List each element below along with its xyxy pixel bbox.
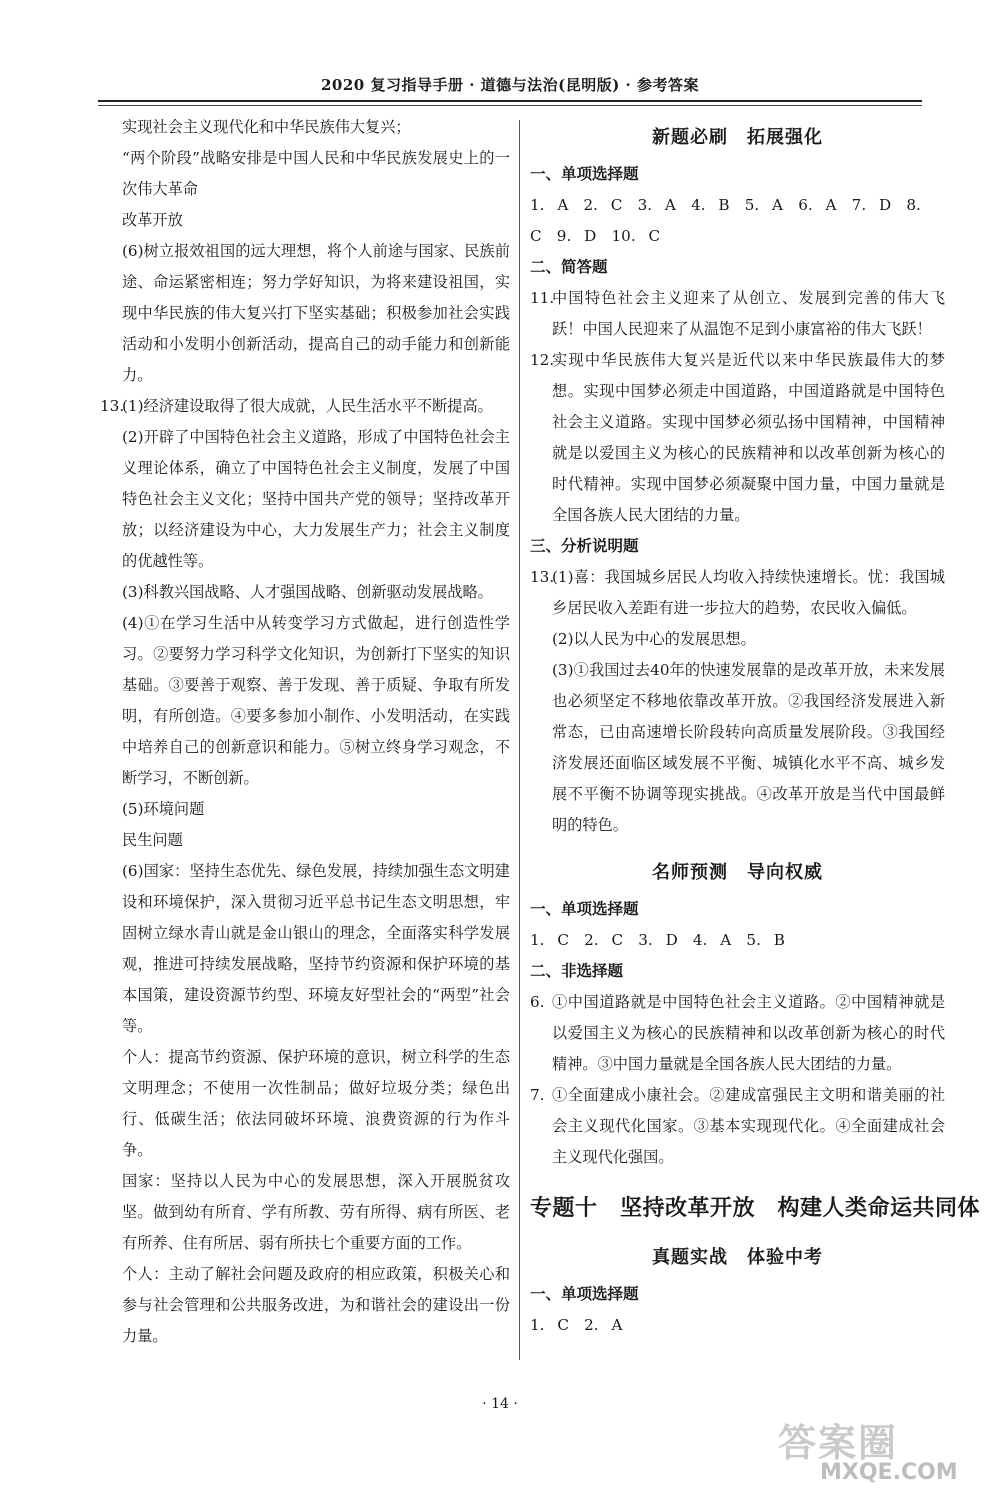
question-13-right <box>530 562 945 841</box>
watermark-url: MXQE.COM <box>820 1460 958 1485</box>
subsection-heading: 二、简答题 <box>530 258 608 276</box>
answer-part: (6)国家：坚持生态优先、绿色发展，持续加强生态文明建设和环境保护，深入贯彻习近平总书记生态文明思想，牢固树立绿水青山就是金山银山的理念，全面落实科学发展观，推进可持续发展战略，坚持节约资源和保护环境的基本国策，建设资源节约型、环境友好型社会的“两型”社会等。 <box>122 862 510 1035</box>
answer-part: (4)①在学习生活中从转变学习方式做起，进行创造性学习。②要努力学习科学文化知识，为创新打下坚实的知识基础。③要善于观察、善于发现、善于质疑、争取有所发明，有所创造。④要多参加小制作、小发明活动，在实践中培养自己的创新意识和能力。⑤树立终身学习观念，不断学习，不断创新。 <box>122 614 510 787</box>
subsection-heading: 一、单项选择题 <box>530 1285 639 1303</box>
question-number: 13. <box>100 397 125 415</box>
question-number: 12. <box>530 351 555 369</box>
answer-part: 个人：主动了解社会问题及政府的相应政策，积极关心和参与社会管理和公共服务改进，为和谐社会的建设出一份力量。 <box>122 1265 510 1345</box>
question-number: 7. <box>530 1086 545 1104</box>
question-13 <box>100 391 510 1352</box>
answer-part: (3)①我国过去40年的快速发展靠的是改革开放，未来发展也必须坚定不移地依靠改革开放。②我国经济发展进入新常态，已由高速增长阶段转向高质量发展阶段。③我国经济发展还面临区域发展不平衡、城镇化水平不高、城乡发展不平衡不协调等现实挑战。④改革开放是当代中国最鲜明的特色。 <box>552 661 945 834</box>
question-12 <box>530 345 945 531</box>
answer-paragraph: (6)树立报效祖国的远大理想，将个人前途与国家、民族前途、命运紧密相连；努力学好知识，为将来建设祖国，实现中华民族的伟大复兴打下坚实基础；积极参加社会实践活动和小发明小创新活动，提高自己的动手能力和创新能力。 <box>122 242 510 384</box>
topic-title: 专题十 坚持改革开放 构建人类命运共同体 <box>530 1195 981 1221</box>
watermark-logo: 答案圈 <box>778 1421 899 1465</box>
subsection-heading: 一、单项选择题 <box>530 165 639 183</box>
subsection-heading: 三、分析说明题 <box>530 537 639 555</box>
left-column <box>100 112 510 1352</box>
question-number: 6. <box>530 993 545 1011</box>
page-number: · 14 · <box>482 1396 518 1412</box>
answer-part: (1)喜：我国城乡居民人均收入持续快速增长。忧：我国城乡居民收入差距有进一步拉大的趋势，农民收入偏低。 <box>552 568 945 617</box>
subsection-heading: 一、单项选择题 <box>530 900 639 918</box>
answer-line: “两个阶段”战略安排是中国人民和中华民族发展史上的一次伟大革命 <box>122 149 510 198</box>
header-rule-thin <box>98 105 922 106</box>
answer-part: 民生问题 <box>122 831 183 849</box>
answer-text: ①全面建成小康社会。②建成富强民主文明和谐美丽的社会主义现代化国家。③基本实现现代化。④全面建成社会主义现代化强国。 <box>552 1086 945 1166</box>
answer-text: 中国特色社会主义迎来了从创立、发展到完善的伟大飞跃！中国人民迎来了从温饱不足到小康富裕的伟大飞跃！ <box>552 289 945 338</box>
header-rule-thick <box>98 100 922 102</box>
answer-part: (3)科教兴国战略、人才强国战略、创新驱动发展战略。 <box>122 583 493 601</box>
answer-part: (1)经济建设取得了很大成就，人民生活水平不断提高。 <box>122 397 493 415</box>
right-column <box>530 112 981 1341</box>
column-divider <box>519 120 520 1360</box>
subsection-heading: 二、非选择题 <box>530 962 624 980</box>
answer-part: (5)环境问题 <box>122 800 205 818</box>
question-11 <box>530 283 945 345</box>
section-title: 真题实战 体验中考 <box>652 1247 823 1268</box>
question-7 <box>530 1080 945 1173</box>
answer-part: 国家：坚持以人民为中心的发展思想，深入开展脱贫攻坚。做到幼有所育、学有所教、劳有所得、病有所医、老有所养、住有所居、弱有所扶七个重要方面的工作。 <box>122 1172 510 1252</box>
answer-part: 个人：提高节约资源、保护环境的意识，树立科学的生态文明理念；不使用一次性制品；做好垃圾分类；绿色出行、低碳生活；依法同破坏环境、浪费资源的行为作斗争。 <box>122 1048 510 1159</box>
page-header: 2020 复习指导手册 · 道德与法治(昆明版) · 参考答案 <box>321 76 699 94</box>
choice-answers: 1. C 2. C 3. D 4. A 5. B <box>530 931 785 949</box>
choice-answers: 1. A 2. C 3. A 4. B 5. A 6. A 7. D 8. C 9. D 10. C <box>530 196 921 245</box>
answer-part: (2)开辟了中国特色社会主义道路，形成了中国特色社会主义理论体系，确立了中国特色社会主义制度，发展了中国特色社会主义文化；坚持中国共产党的领导；坚持改革开放；以经济建设为中心，大力发展生产力；社会主义制度的优越性等。 <box>122 428 510 570</box>
question-number: 13. <box>530 568 555 586</box>
choice-answers: 1. C 2. A <box>530 1316 623 1334</box>
answer-text: 实现中华民族伟大复兴是近代以来中华民族最伟大的梦想。实现中国梦必须走中国道路，中国道路就是中国特色社会主义道路。实现中国梦必须弘扬中国精神，中国精神就是以爱国主义为核心的民族精神和以改革创新为核心的时代精神。实现中国梦必须凝聚中国力量，中国力量就是全国各族人民大团结的力量。 <box>552 351 945 524</box>
section-title: 名师预测 导向权威 <box>652 862 823 883</box>
question-6 <box>530 987 945 1080</box>
answer-line: 改革开放 <box>122 211 183 229</box>
answer-line: 实现社会主义现代化和中华民族伟大复兴； <box>122 118 411 136</box>
section-title: 新题必刷 拓展强化 <box>652 127 823 148</box>
answer-text: ①中国道路就是中国特色社会主义道路。②中国精神就是以爱国主义为核心的民族精神和以改革创新为核心的时代精神。③中国力量就是全国各族人民大团结的力量。 <box>552 993 945 1073</box>
answer-part: (2)以人民为中心的发展思想。 <box>552 630 756 648</box>
question-number: 11. <box>530 289 555 307</box>
